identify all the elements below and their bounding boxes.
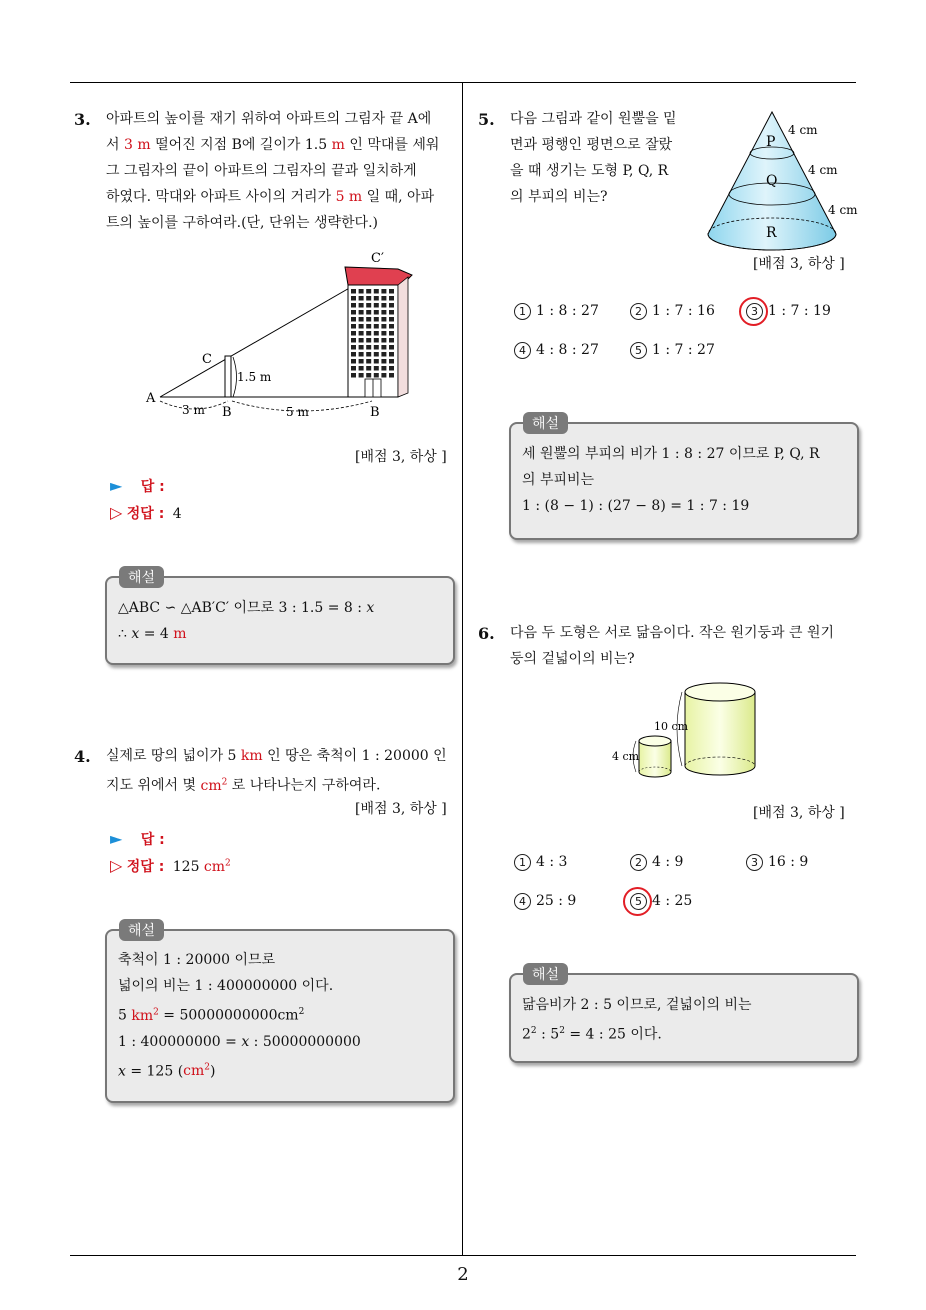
building-window [351, 359, 356, 364]
building-window [381, 359, 386, 364]
building-window [366, 352, 371, 357]
q3-label-A: A [146, 391, 156, 406]
building-window [366, 373, 371, 378]
q3-correct-arrow-icon: ▷ [110, 503, 123, 522]
building-window [351, 303, 356, 308]
q5-length-1: 4 cm [788, 123, 818, 137]
building-window [381, 373, 386, 378]
q5-score: [배점 3, 하상 ] [753, 256, 845, 272]
building-window [359, 303, 364, 308]
building-window [351, 338, 356, 343]
q6-choice-5[interactable]: 5 4 : 25 [630, 893, 692, 910]
q4-answer-arrow-icon: ► [110, 829, 123, 848]
q6-cylinders-figure [608, 678, 768, 784]
building-window [381, 303, 386, 308]
building-window [374, 317, 379, 322]
building-window [389, 345, 394, 350]
building-window [366, 359, 371, 364]
building-window [359, 331, 364, 336]
top-rule [70, 82, 856, 83]
q3-height-1-5m: 1.5 m [237, 370, 272, 384]
building-window [359, 324, 364, 329]
q5-choice-1[interactable]: 1 1 : 8 : 27 [514, 303, 599, 320]
building-window [351, 373, 356, 378]
building-window [389, 338, 394, 343]
building-window [381, 289, 386, 294]
building-window [374, 324, 379, 329]
building-window [366, 289, 371, 294]
building-window [359, 359, 364, 364]
building-window [381, 338, 386, 343]
q6-large-height: 10 cm [654, 720, 689, 733]
q5-label-Q: Q [766, 173, 778, 189]
building-window [389, 310, 394, 315]
building-window [359, 345, 364, 350]
q3-score: [배점 3, 하상 ] [355, 449, 447, 465]
building-window [374, 373, 379, 378]
building-window [366, 324, 371, 329]
building-window [374, 359, 379, 364]
building-window [381, 317, 386, 322]
building-window [359, 310, 364, 315]
building-window [381, 324, 386, 329]
building-window [366, 331, 371, 336]
q6-choice-3[interactable]: 3 16 : 9 [746, 854, 808, 871]
building-window [381, 366, 386, 371]
q5-text: 다음 그림과 같이 원뿔을 밑 면과 평행인 평면으로 잘랐 을 때 생기는 도형 P, Q, R 의 부피의 비는? [510, 111, 677, 205]
building-window [366, 303, 371, 308]
building-window [389, 352, 394, 357]
building-window [351, 310, 356, 315]
building-window [366, 345, 371, 350]
building-window [374, 366, 379, 371]
building-window [374, 338, 379, 343]
q3-label-B: B [222, 405, 232, 420]
q6-number: 6. [478, 624, 495, 643]
building-window [351, 317, 356, 322]
bottom-rule [70, 1255, 856, 1256]
building-window [351, 366, 356, 371]
building-window [389, 324, 394, 329]
q5-explanation-tag: 해설 [523, 412, 568, 434]
column-divider [462, 82, 463, 1256]
building-window [351, 331, 356, 336]
q5-explanation-text: 세 원뿔의 부피의 비가 1 : 8 : 27 이므로 P, Q, R 의 부피비는 1 : (8 − 1) : (27 − 8) = 1 : 7 : 19 [522, 446, 820, 514]
q4-answer-line[interactable]: ► 답 : [110, 829, 165, 848]
building-window [374, 310, 379, 315]
q4-correct-line: ▷ 정답 : 125 $cm^2$ [110, 856, 231, 875]
q4-text: 실제로 땅의 넓이가 5 km 인 땅은 축척이 1 : 20000 인 지도 위에서 몇 $cm^2$ 로 나타나는지 구하여라. [106, 748, 447, 794]
q6-score: [배점 3, 하상 ] [753, 805, 845, 821]
building-window [374, 331, 379, 336]
building-window [381, 310, 386, 315]
building-window [389, 296, 394, 301]
building-window [359, 296, 364, 301]
q6-explanation-tag: 해설 [523, 963, 568, 985]
building-window [359, 366, 364, 371]
q3-correct-line: ▷ 정답 : 4 [110, 503, 182, 522]
q5-answer-marker-icon [739, 297, 768, 326]
building-window [366, 310, 371, 315]
q5-label-P: P [766, 134, 776, 150]
building-window [366, 366, 371, 371]
q3-label-B2: B [370, 405, 380, 420]
q3-explanation-tag: 해설 [119, 566, 164, 588]
q5-label-R: R [766, 225, 777, 241]
building-window [389, 289, 394, 294]
q4-explanation-text: 축척이 1 : 20000 이므로 넓이의 비는 1 : 400000000 이다. 5 $km^2 = 50000000000cm^2$ 1 : 400000000 = 𝑥 : 50000000000 𝑥 = 125 $(cm^2)$ [118, 952, 361, 1080]
building-window [351, 324, 356, 329]
q5-choice-5[interactable]: 5 1 : 7 : 27 [630, 342, 715, 359]
q6-small-height: 4 cm [612, 750, 640, 763]
q4-correct-arrow-icon: ▷ [110, 856, 123, 875]
building-window [381, 345, 386, 350]
building-window [374, 296, 379, 301]
q3-number: 3. [74, 110, 91, 129]
building-window [389, 303, 394, 308]
building-window [381, 331, 386, 336]
q4-score: [배점 3, 하상 ] [355, 801, 447, 817]
q3-line1: 아파트의 높이를 재기 위하여 아파트의 그림자 끝 A에 [106, 111, 432, 127]
q5-choice-3[interactable]: 3 1 : 7 : 19 [746, 303, 831, 320]
building-window [389, 373, 394, 378]
building-window [374, 352, 379, 357]
q3-text [106, 106, 458, 236]
q6-choice-2[interactable]: 2 4 : 9 [630, 854, 683, 871]
q5-length-3: 4 cm [828, 203, 858, 217]
page-number: 2 [457, 1264, 469, 1285]
building-window [351, 352, 356, 357]
q3-label-C2: C′ [371, 251, 384, 266]
building-window [374, 303, 379, 308]
q3-answer-line[interactable]: ► 답 : [110, 476, 165, 495]
building-window [366, 317, 371, 322]
q3-pole [225, 356, 231, 397]
q3-line5: 트의 높이를 구하여라.(단, 단위는 생략한다.) [106, 215, 378, 231]
q6-choice-1[interactable]: 1 4 : 3 [514, 854, 567, 871]
building-window [366, 338, 371, 343]
q6-answer-marker-icon [623, 887, 652, 916]
q3-answer-arrow-icon: ► [110, 476, 123, 495]
building-window [359, 289, 364, 294]
q4-number: 4. [74, 747, 91, 766]
building-window [359, 317, 364, 322]
building-window [351, 296, 356, 301]
building-window [381, 296, 386, 301]
q5-length-2: 4 cm [808, 163, 838, 177]
q5-choice-4[interactable]: 4 4 : 8 : 27 [514, 342, 599, 359]
q6-large-cylinder [685, 683, 755, 775]
q6-choice-4[interactable]: 4 25 : 9 [514, 893, 576, 910]
q6-small-cylinder [639, 736, 671, 777]
q5-choice-2[interactable]: 2 1 : 7 : 16 [630, 303, 715, 320]
q3-line4: 하였다. 막대와 아파트 사이의 거리가 5 m 일 때, 아파 [106, 189, 435, 205]
building-window [389, 317, 394, 322]
building-window [374, 345, 379, 350]
building-window [389, 366, 394, 371]
q3-explanation-text: △ABC ∽ △AB′C′ 이므로 3 : 1.5 = 8 : 𝑥 ∴ 𝑥 = 4 m [118, 600, 375, 642]
q3-figure [140, 245, 430, 425]
q3-line3: 그 그림자의 끝이 아파트의 그림자의 끝과 일치하게 [106, 163, 417, 179]
q6-text: 다음 두 도형은 서로 닮음이다. 작은 원기둥과 큰 원기 둥의 겉넓이의 비는? [510, 625, 835, 667]
q6-explanation-text: 닮음비가 2 : 5 이므로, 겉넓이의 비는 $2^2$ : $5^2 = 4$ : 25 이다. [522, 997, 752, 1043]
q5-number: 5. [478, 110, 495, 129]
building-window [359, 338, 364, 343]
q3-line2: 서 3 m 떨어진 지점 B에 길이가 1.5 m 인 막대를 세워 [106, 137, 440, 153]
q3-dist-5m: 5 m [286, 405, 309, 419]
building-window [389, 359, 394, 364]
building-window [351, 345, 356, 350]
building-window [366, 296, 371, 301]
building-window [359, 373, 364, 378]
building-window [351, 289, 356, 294]
building-window [359, 352, 364, 357]
building-window [381, 352, 386, 357]
q5-cone-figure [700, 108, 865, 253]
building-window [389, 331, 394, 336]
building-window [374, 289, 379, 294]
q3-label-C: C [202, 352, 212, 367]
q3-dist-3m: 3 m [182, 403, 205, 417]
q4-explanation-tag: 해설 [119, 919, 164, 941]
